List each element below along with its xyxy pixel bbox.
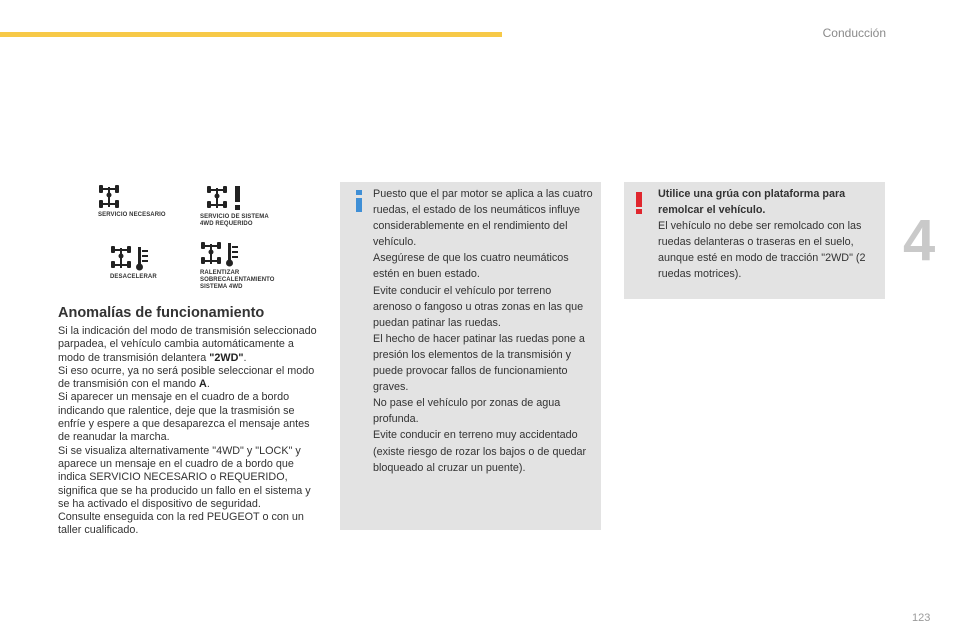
drivetrain-temperature-icon bbox=[110, 246, 154, 272]
paragraph: Consulte enseguida con la red PEUGEOT o con un taller cualificado. bbox=[58, 511, 304, 537]
drivetrain-overheat-icon bbox=[200, 242, 244, 268]
info-text bbox=[373, 186, 593, 476]
paragraph: Puesto que el par motor se aplica a las cuatro ruedas, el estado de los neumáticos influye considerablemente en el rendimiento del vehículo. bbox=[373, 188, 593, 249]
section-title: Conducción bbox=[822, 26, 886, 40]
info-icon bbox=[352, 190, 366, 212]
paragraph: No pase el vehículo por zonas de agua profunda. bbox=[373, 397, 561, 426]
message-4wd-service bbox=[200, 186, 290, 228]
chapter-number: 4 bbox=[903, 208, 936, 273]
icon-label: DESACELERAR bbox=[110, 274, 157, 280]
warning-text bbox=[658, 186, 882, 283]
text: Si la indicación del modo de transmisión seleccionado parpadea, el vehículo cambia automáticamente a modo de transmisión delantera bbox=[58, 325, 317, 364]
drivetrain-icon bbox=[98, 184, 120, 210]
warning-icon bbox=[634, 192, 644, 214]
text: Si eso ocurre, ya no será posible seleccionar el modo de transmisión con el mando bbox=[58, 364, 315, 391]
paragraph: Evite conducir en terreno muy accidentado (existe riesgo de rozar los bajos o de quedar bloqueado al cruzar un puente). bbox=[373, 429, 587, 474]
message-4wd-overheat bbox=[200, 242, 290, 291]
icon-label: SERVICIO NECESARIO bbox=[98, 212, 166, 218]
message-slow-down bbox=[110, 246, 200, 281]
paragraph: El hecho de hacer patinar las ruedas pone a presión los elementos de la transmisión y puede provocar fallos de funcionamiento graves. bbox=[373, 332, 585, 394]
drivetrain-alert-icon bbox=[200, 186, 250, 212]
malfunction-text bbox=[58, 325, 320, 538]
control-a: A bbox=[199, 378, 207, 391]
section-heading: Anomalías de funcionamiento bbox=[58, 305, 265, 321]
icon-label: SERVICIO DE SISTEMA 4WD REQUERIDO bbox=[200, 214, 269, 227]
mode-2wd: "2WD" bbox=[209, 351, 244, 364]
paragraph: Asegúrese de que los cuatro neumáticos estén en buen estado. bbox=[373, 252, 569, 281]
paragraph: Si aparecer un mensaje en el cuadro de a bordo indicando que ralentice, deje que la trasmisión se enfríe y espere a que desaparezca el mensaje antes de reanudar la marcha. bbox=[58, 391, 310, 444]
text: . bbox=[206, 378, 210, 391]
paragraph bbox=[58, 325, 320, 365]
message-service-required bbox=[98, 184, 188, 219]
icon-label: RALENTIZAR SOBRECALENTAMIENTO SISTEMA 4WD bbox=[200, 270, 275, 290]
paragraph: Evite conducir el vehículo por terreno arenoso o fangoso u otras zonas en las que puedan patinar las ruedas. bbox=[373, 284, 584, 329]
paragraph bbox=[58, 365, 320, 392]
paragraph: Si se visualiza alternativamente "4WD" y "LOCK" y aparece un mensaje en el cuadro de a bordo que indica SERVICIO NECESARIO o REQUERIDO, significa que se ha producido un fallo en el sistema y se ha activado el dispositivo de seguridad. bbox=[58, 444, 311, 510]
warning-title: Utilice una grúa con plataforma para remolcar el vehículo. bbox=[658, 188, 846, 217]
paragraph: El vehículo no debe ser remolcado con las ruedas delanteras o traseras en el suelo, aunque esté en modo de tracción "2WD" (2 ruedas motrices). bbox=[658, 220, 866, 281]
accent-bar bbox=[0, 32, 502, 37]
page-number: 123 bbox=[912, 612, 931, 624]
text: . bbox=[243, 351, 247, 364]
